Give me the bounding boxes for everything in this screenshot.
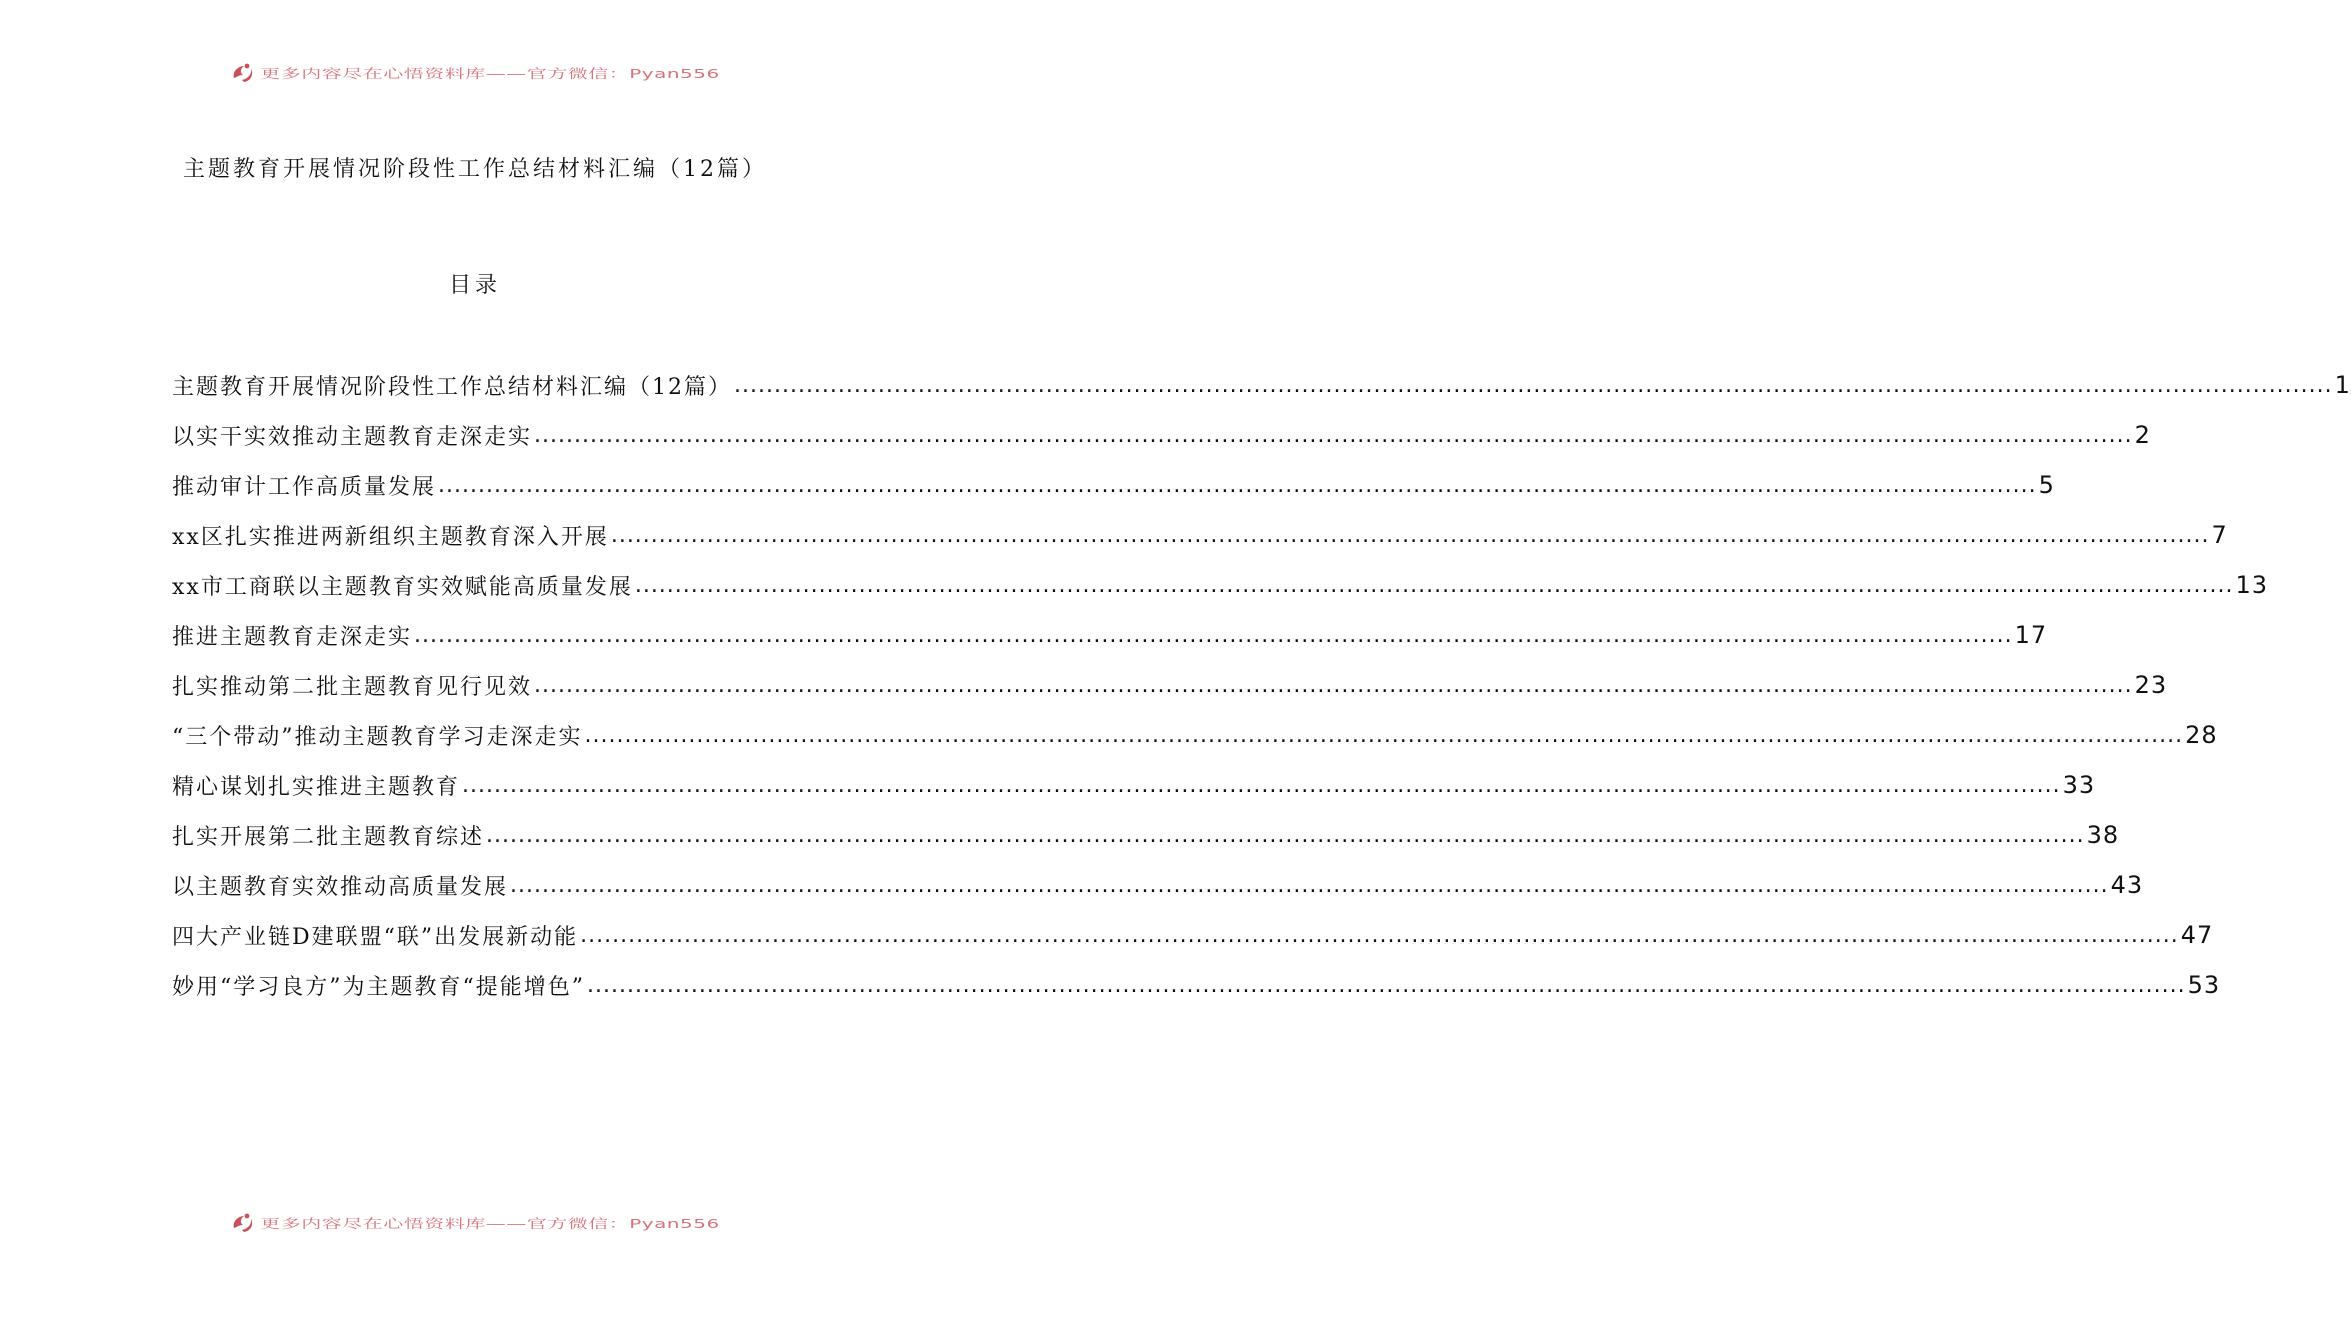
- toc-entry-title: 主题教育开展情况阶段性工作总结材料汇编（12篇）: [172, 374, 732, 400]
- toc-entry-page: 2: [2134, 421, 2151, 449]
- toc-entry[interactable]: [172, 910, 2214, 960]
- document-title: 主题教育开展情况阶段性工作总结材料汇编（12篇）: [183, 157, 767, 182]
- toc-leader-dots: ........................................................................................................................................................................................................: [462, 772, 2061, 798]
- toc-entry-title: xx市工商联以主题教育实效赋能高质量发展: [172, 574, 633, 600]
- toc-entry-page: 17: [2014, 621, 2048, 649]
- watermark-text: 更多内容尽在心悟资料库——官方微信：Pyan556: [260, 65, 720, 81]
- toc-leader-dots: ........................................................................................................................................................................................................: [634, 572, 2234, 598]
- toc-entry[interactable]: [172, 610, 2048, 660]
- toc-entry-page: 7: [2211, 521, 2228, 549]
- toc-entry[interactable]: [172, 560, 2269, 610]
- toc-entry[interactable]: [172, 460, 2055, 510]
- toc-entry-title: 四大产业链D建联盟“联”出发展新动能: [172, 924, 579, 950]
- flame-swirl-logo-icon: [230, 60, 256, 84]
- toc-leader-dots: ........................................................................................................................................................................................................: [414, 622, 2013, 648]
- toc-entry-title: 妙用“学习良方”为主题教育“提能增色”: [172, 974, 585, 1000]
- toc-entry-page: 13: [2235, 571, 2269, 599]
- toc-entry[interactable]: [172, 760, 2096, 810]
- toc-leader-dots: ........................................................................................................................................................................................................: [610, 522, 2210, 548]
- toc-entry-title: 推进主题教育走深走实: [172, 624, 413, 650]
- toc-entry-page: 47: [2180, 921, 2214, 949]
- header-watermark: [0, 58, 950, 86]
- toc-entry-page: 5: [2038, 471, 2055, 499]
- toc-entry-title: 扎实开展第二批主题教育综述: [172, 824, 485, 850]
- toc-entry-title: 以实干实效推动主题教育走深走实: [172, 424, 533, 450]
- toc-leader-dots: ........................................................................................................................................................................................................: [510, 872, 2109, 898]
- toc-leader-dots: ........................................................................................................................................................................................................: [584, 722, 2184, 748]
- table-of-contents: [172, 360, 2351, 1010]
- toc-entry-page: 43: [2110, 871, 2144, 899]
- toc-leader-dots: ........................................................................................................................................................................................................: [534, 422, 2133, 448]
- toc-leader-dots: ........................................................................................................................................................................................................: [734, 372, 2333, 398]
- toc-entry[interactable]: [172, 810, 2120, 860]
- toc-entry-title: 扎实推动第二批主题教育见行见效: [172, 674, 533, 700]
- toc-entry-title: xx区扎实推进两新组织主题教育深入开展: [172, 524, 609, 550]
- toc-entry-title: “三个带动”推动主题教育学习走深走实: [172, 724, 583, 750]
- toc-entry[interactable]: [172, 360, 2351, 410]
- toc-leader-dots: ........................................................................................................................................................................................................: [580, 922, 2179, 948]
- toc-entry[interactable]: [172, 410, 2151, 460]
- toc-leader-dots: ........................................................................................................................................................................................................: [486, 822, 2085, 848]
- footer-watermark: [0, 1208, 950, 1236]
- toc-entry-page: 1: [2334, 371, 2351, 399]
- toc-leader-dots: ........................................................................................................................................................................................................: [587, 972, 2186, 998]
- toc-leader-dots: ........................................................................................................................................................................................................: [534, 672, 2133, 698]
- toc-entry-title: 精心谋划扎实推进主题教育: [172, 774, 461, 800]
- toc-entry-page: 33: [2062, 771, 2096, 799]
- toc-entry-page: 38: [2086, 821, 2120, 849]
- watermark-text: 更多内容尽在心悟资料库——官方微信：Pyan556: [260, 1215, 720, 1231]
- toc-entry[interactable]: [172, 710, 2218, 760]
- toc-leader-dots: ........................................................................................................................................................................................................: [438, 472, 2037, 498]
- toc-entry-title: 以主题教育实效推动高质量发展: [172, 874, 509, 900]
- toc-entry[interactable]: [172, 860, 2144, 910]
- toc-heading: 目录: [448, 273, 501, 298]
- toc-entry[interactable]: [172, 960, 2221, 1010]
- toc-entry-page: 53: [2187, 971, 2221, 999]
- toc-entry-title: 推动审计工作高质量发展: [172, 474, 437, 500]
- toc-entry-page: 23: [2134, 671, 2168, 699]
- toc-entry[interactable]: [172, 660, 2168, 710]
- flame-swirl-logo-icon: [230, 1210, 256, 1234]
- toc-entry[interactable]: [172, 510, 2228, 560]
- toc-entry-page: 28: [2185, 721, 2218, 749]
